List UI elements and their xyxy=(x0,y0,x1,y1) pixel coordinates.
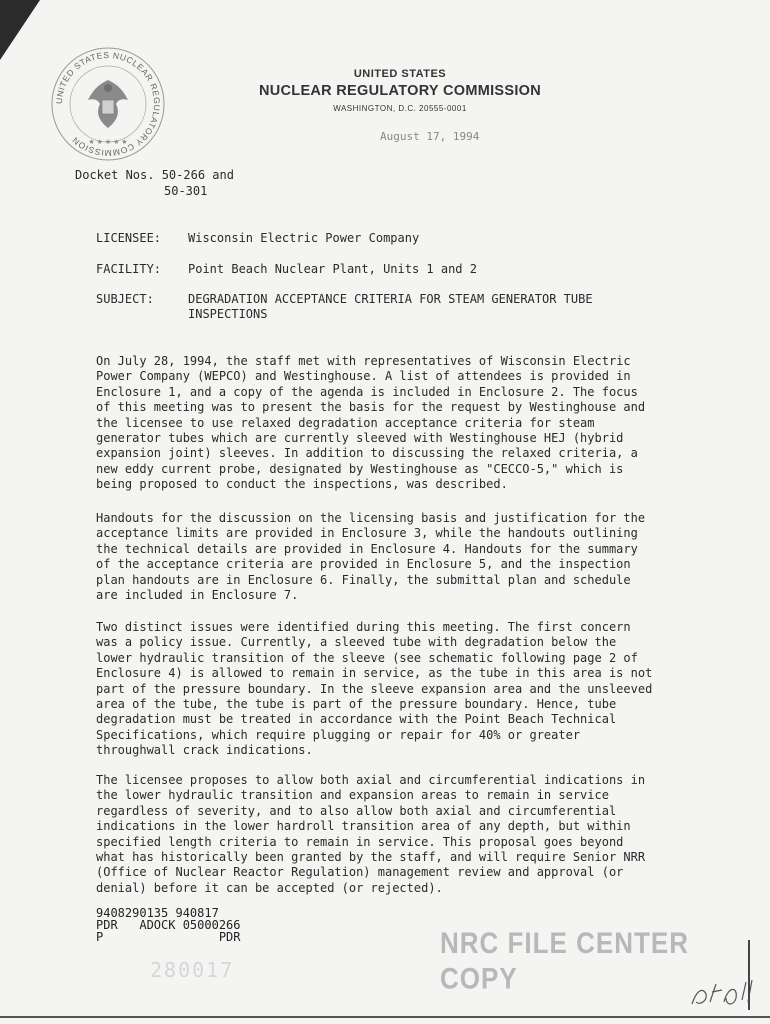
facility-value: Point Beach Nuclear Plant, Units 1 and 2 xyxy=(188,262,477,276)
paragraph-line: denial) before it can be accepted (or rejected). xyxy=(96,880,443,895)
paragraph-line: throughwall crack indications. xyxy=(96,743,313,758)
licensee-label: LICENSEE: xyxy=(96,231,162,245)
subject-line-2: INSPECTIONS xyxy=(188,307,268,321)
header-address: WASHINGTON, D.C. 20555-0001 xyxy=(333,104,467,113)
faint-stamp-number: 280017 xyxy=(150,958,235,982)
paragraph-proposal xyxy=(96,773,696,896)
paragraph-meeting-summary xyxy=(96,354,696,493)
paragraph-line: was a policy issue. Currently, a sleeved tube with degradation below the xyxy=(96,635,617,650)
paragraph-line: the lower hydraulic transition and expansion areas to remain in service xyxy=(96,788,609,803)
paragraph-line: plan handouts are in Enclosure 6. Finally, the submittal plan and schedule xyxy=(96,572,631,587)
paragraph-line: regardless of severity, and to also allow both axial and circumferential xyxy=(96,803,617,818)
paragraph-line: Specifications, which require plugging or repair for 40% or greater xyxy=(96,727,581,742)
paragraph-line: degradation must be treated in accordance with the Point Beach Technical xyxy=(96,712,617,727)
paragraph-line: the licensee to use relaxed degradation acceptance criteria for steam xyxy=(96,415,595,430)
accession-line-2: PDR ADOCK 05000266 xyxy=(96,918,241,932)
accession-line-3: P PDR xyxy=(96,930,241,944)
paragraph-line: new eddy current probe, designated by Westinghouse as "CECCO-5," which is xyxy=(96,461,624,476)
paragraph-line: what has historically been granted by the staff, and will require Senior NRR xyxy=(96,850,646,865)
paragraph-line: lower hydraulic transition of the sleeve (see schematic following page 2 of xyxy=(96,650,638,665)
paragraph-line: Power Company (WEPCO) and Westinghouse. A list of attendees is provided in xyxy=(96,369,631,384)
letter-date: August 17, 1994 xyxy=(380,130,480,143)
paragraph-line: of this meeting was to present the basis for the request by Westinghouse and xyxy=(96,400,646,415)
paragraph-line: acceptance limits are provided in Enclosure 3, while the handouts outlining xyxy=(96,526,638,541)
margin-line xyxy=(748,940,750,1010)
bottom-edge-line xyxy=(0,1016,770,1018)
paragraph-issues xyxy=(96,620,696,759)
paragraph-line: indications in the lower hardroll transition area of any depth, but within xyxy=(96,819,631,834)
docket-line-2: 50-301 xyxy=(164,184,208,198)
subject-label: SUBJECT: xyxy=(96,292,154,306)
svg-text:UNITED STATES NUCLEAR REGULATO: UNITED STATES NUCLEAR REGULATORY COMMISSION xyxy=(53,49,163,159)
paragraph-line: Handouts for the discussion on the licensing basis and justification for the xyxy=(96,511,646,525)
accession-block xyxy=(96,907,241,943)
paragraph-line: area of the tube, the tube is part of the pressure boundary. Hence, tube xyxy=(96,697,617,712)
licensee-value: Wisconsin Electric Power Company xyxy=(188,231,420,245)
paragraph-line: Two distinct issues were identified during this meeting. The first concern xyxy=(96,620,631,634)
subject-value xyxy=(188,292,638,322)
file-center-stamp: NRC FILE CENTER COPY xyxy=(440,925,689,996)
folded-corner xyxy=(0,0,40,60)
paragraph-line: the technical details are provided in Enclosure 4. Handouts for the summary xyxy=(96,541,638,556)
paragraph-line: generator tubes which are currently sleeved with Westinghouse HEJ (hybrid xyxy=(96,431,624,446)
paragraph-line: specified length criteria to remain in service. This proposal goes beyond xyxy=(96,834,624,849)
paragraph-line: being proposed to conduct the inspections, was described. xyxy=(96,477,508,492)
nrc-seal-icon xyxy=(48,44,168,164)
accession-line-1: 9408290135 940817 xyxy=(96,906,219,920)
paragraph-line: expansion joint) sleeves. In addition to discussing the relaxed criteria, a xyxy=(96,446,638,461)
paragraph-line: Enclosure 4) is allowed to remain in service, as the tube in this area is not xyxy=(96,666,653,681)
paragraph-handouts xyxy=(96,511,696,603)
facility-label: FACILITY: xyxy=(96,262,162,276)
paragraph-line: On July 28, 1994, the staff met with representatives of Wisconsin Electric xyxy=(96,354,631,368)
paragraph-line: The licensee proposes to allow both axial and circumferential indications in xyxy=(96,773,646,787)
paragraph-line: of the acceptance criteria are provided in Enclosure 5, and the inspection xyxy=(96,557,631,572)
subject-line-1: DEGRADATION ACCEPTANCE CRITERIA FOR STEAM GENERATOR TUBE xyxy=(188,292,593,306)
svg-text:★ ★ ★ ★ ★: ★ ★ ★ ★ ★ xyxy=(88,139,128,146)
header-agency: NUCLEAR REGULATORY COMMISSION xyxy=(258,83,542,99)
header-country: UNITED STATES xyxy=(353,68,447,80)
paragraph-line: Enclosure 1, and a copy of the agenda is included in Enclosure 2. The focus xyxy=(96,384,638,399)
paragraph-line: are included in Enclosure 7. xyxy=(96,588,299,603)
paragraph-line: (Office of Nuclear Reactor Regulation) management review and approval (or xyxy=(96,865,624,880)
docket-line-1: Docket Nos. 50-266 and xyxy=(75,168,234,182)
paragraph-line: part of the pressure boundary. In the sleeve expansion area and the unsleeved xyxy=(96,681,653,696)
